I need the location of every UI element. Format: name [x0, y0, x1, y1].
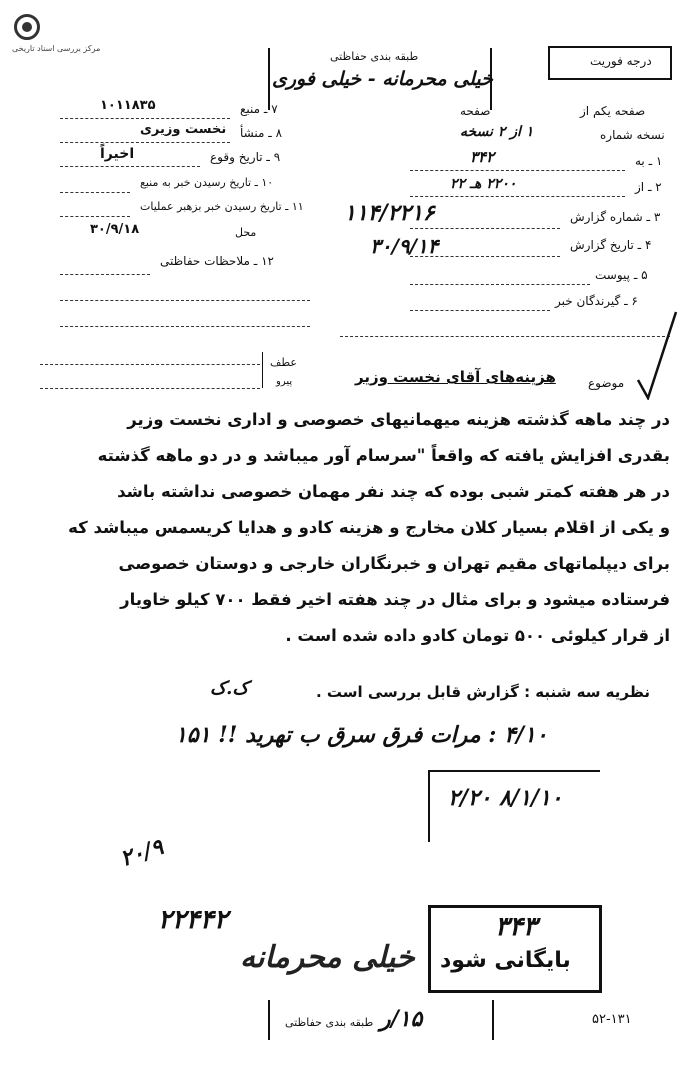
bottom-handwritten-text: خیلی محرمانه — [240, 940, 415, 975]
field-page-value: صفحه — [460, 104, 491, 118]
field-report-number-value: ۱۱۴/۲۲۱۶ — [344, 200, 435, 226]
field-report-date-value: ۳۰/۹/۱۴ — [370, 234, 439, 258]
field-receipt-ops-label: ۱۱ ـ تاریخ رسیدن خبر بزهبر عملیات — [140, 200, 304, 213]
field-place-value: ۳۰/۹/۱۸ — [90, 222, 140, 237]
subject-label: موضوع — [588, 376, 625, 390]
field-source-value: ۱۰۱۱۸۳۵ — [100, 98, 156, 113]
field-occurrence-date-value: اخیراً — [100, 146, 135, 162]
field-occurrence-date-label: ۹ ـ تاریخ وقوع — [210, 150, 281, 164]
body-line: در چند ماهه گذشته هزینه میهمانیهای خصوصی و اداری نخست وزیر — [127, 410, 670, 429]
opinion-text: نظریه سه شنبه : گزارش قابل بررسی است . — [315, 683, 650, 701]
field-to-value: ۳۴۲ — [470, 148, 495, 166]
priority-label: درجه فوریت — [590, 54, 652, 68]
body-line: بقدری افزایش یافته که واقعاً "سرسام آور میباشد و در دو ماهه گذشته — [97, 446, 670, 465]
field-origin-label: ۸ ـ منشأ — [240, 126, 283, 140]
archive-stamp-number: ۳۴۳ — [495, 912, 537, 942]
checkmark-icon — [630, 310, 680, 400]
field-report-date-label: ۴ ـ تاریخ گزارش — [570, 238, 652, 252]
footer-classification-label: طبقه بندی حفاظتی — [285, 1016, 374, 1029]
subject-title: هزینه‌های آقای نخست وزیر — [355, 368, 556, 386]
signature-side: ۲۰/۹ — [117, 833, 167, 873]
body-line: در هر هفته کمتر شبی بوده که چند نفر مهمان خصوصی نداشته باشد — [117, 482, 670, 501]
body-line: از قرار کیلوئی ۵۰۰ تومان کادو داده شده است . — [285, 626, 670, 645]
reference-atf-label: عطف — [270, 356, 297, 369]
handwritten-note: ۴/۱۰ : مرات فرق سرق ب تهرید !! ۱۵۱ — [175, 722, 548, 748]
archive-label: مرکز بررسی اسناد تاریخی — [12, 44, 101, 53]
classification-label: طبقه بندی حفاظتی — [330, 50, 419, 63]
footer-code: ۵۲-۱۳۱ — [592, 1012, 632, 1027]
field-to-label: ۱ ـ به — [635, 154, 663, 168]
field-source-label: ۷ ـ منبع — [240, 102, 278, 116]
field-from-value: ۲۲۰۰ هـ ۲۲ — [450, 176, 517, 192]
body-line: فرستاده میشود و برای مثال در چند هفته اخیر فقط ۷۰۰ کیلو خاویار — [120, 590, 670, 609]
body-line: و یکی از اقلام بسیار کلان مخارج و هزینه کادو و هدایا کریسمس میباشد که — [68, 518, 670, 537]
archive-logo-icon — [14, 14, 40, 40]
opinion-initials: ک.ک — [210, 678, 249, 699]
field-attachment-label: ۵ ـ پیوست — [595, 268, 648, 282]
field-from-label: ۲ ـ از — [635, 180, 662, 194]
date-stamp-numbers: ۸/۱/۱۰ ۲/۲۰ — [448, 785, 563, 811]
field-page-label: صفحه یکم از — [580, 104, 646, 118]
bottom-handwritten-number: ۲۲۴۴۲ — [158, 905, 228, 935]
field-copy-label: نسخه شماره — [600, 128, 665, 142]
field-protection-notes-label: ۱۲ ـ ملاحظات حفاظتی — [160, 254, 274, 268]
archive-stamp-text: بایگانی شود — [440, 948, 571, 973]
field-origin-value: نخست وزیری — [140, 122, 227, 137]
field-receipt-source-label: ۱۰ ـ تاریخ رسیدن خبر به منبع — [140, 176, 274, 189]
field-report-number-label: ۳ ـ شماره گزارش — [570, 210, 661, 224]
reference-peyro-label: پیرو — [276, 376, 293, 387]
field-place-label: محل — [235, 226, 257, 239]
classification-handwritten: خیلی محرمانه - خیلی فوری — [272, 68, 493, 90]
body-line: برای دیپلماتهای مقیم تهران و خبرنگاران خارجی و دوستان خصوصی — [118, 554, 670, 573]
field-recipients-label: ۶ ـ گیرندگان خبر — [555, 294, 638, 308]
footer-handwritten: ۱۵/ر — [380, 1006, 423, 1032]
field-copy-value: ۱ از ۲ نسخه — [460, 124, 534, 140]
